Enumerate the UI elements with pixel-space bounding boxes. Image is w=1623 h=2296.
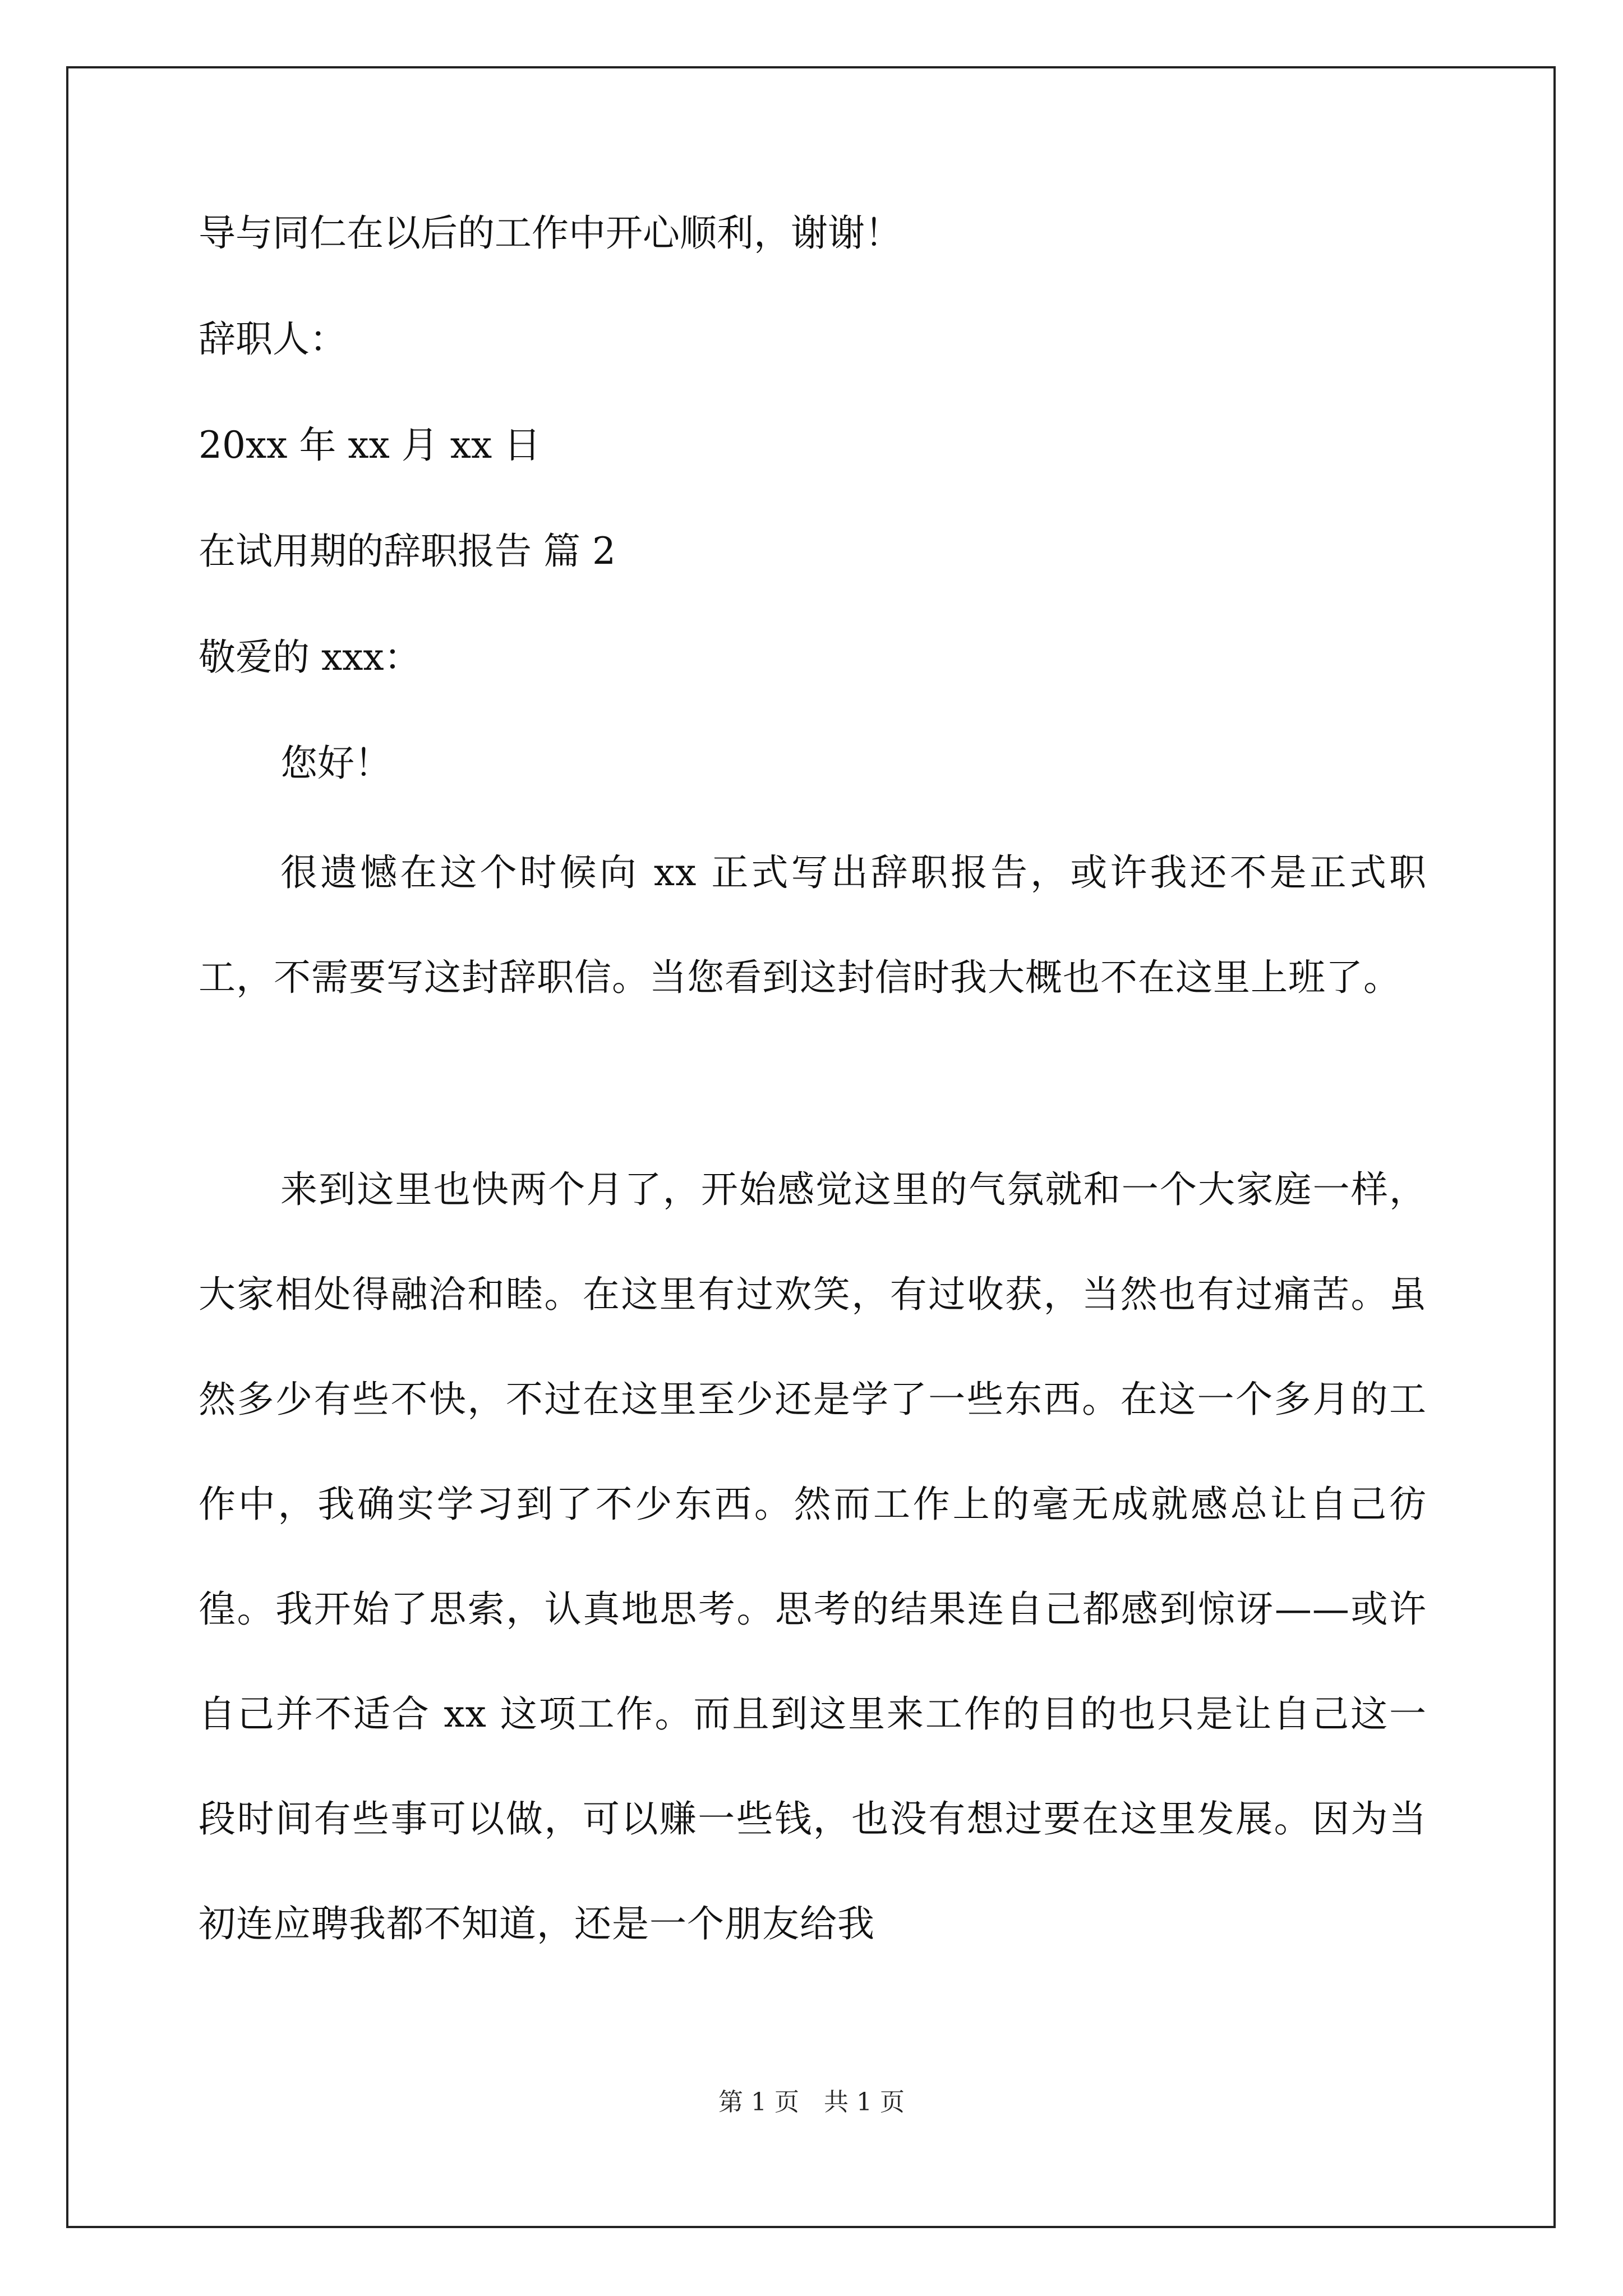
date-line: 20xx 年 xx 月 xx 日 [199,424,541,467]
salutation: 敬爱的 xxx： [199,636,421,679]
signature-label: 辞职人： [199,318,347,361]
paragraph-1: 很遗憾在这个时候向 xx 正式写出辞职报告，或许我还不是正式职工，不需要写这封辞职信。当您看到这封信时我大概也不在这里上班了。 [199,851,1427,999]
greeting: 您好！ [280,742,391,785]
paragraph-2: 来到这里也快两个月了，开始感觉这里的气氛就和一个大家庭一样，大家相处得融洽和睦。在这里有过欢笑，有过收获，当然也有过痛苦。虽然多少有些不快，不过在这里至少还是学了一些东西。在这一个多月的工作中，我确实学习到了不少东西。然而工作上的毫无成就感总让自己彷徨。我开始了思索，认真地思考。思考的结果连自己都感到惊讶——或许自己并不适合 xx 这项工作。而且到这里来工作的目的也只是让自己这一段时间有些事可以做，可以赚一些钱，也没有想过要在这里发展。因为当初连应聘我都不知道，还是一个朋友给我 [199,1168,1427,1945]
section-title: 在试用期的辞职报告 篇 2 [199,530,616,573]
closing-wish-line: 导与同仁在以后的工作中开心顺利，谢谢！ [199,211,902,255]
page-footer: 第 1 页 共 1 页 [718,2088,905,2116]
